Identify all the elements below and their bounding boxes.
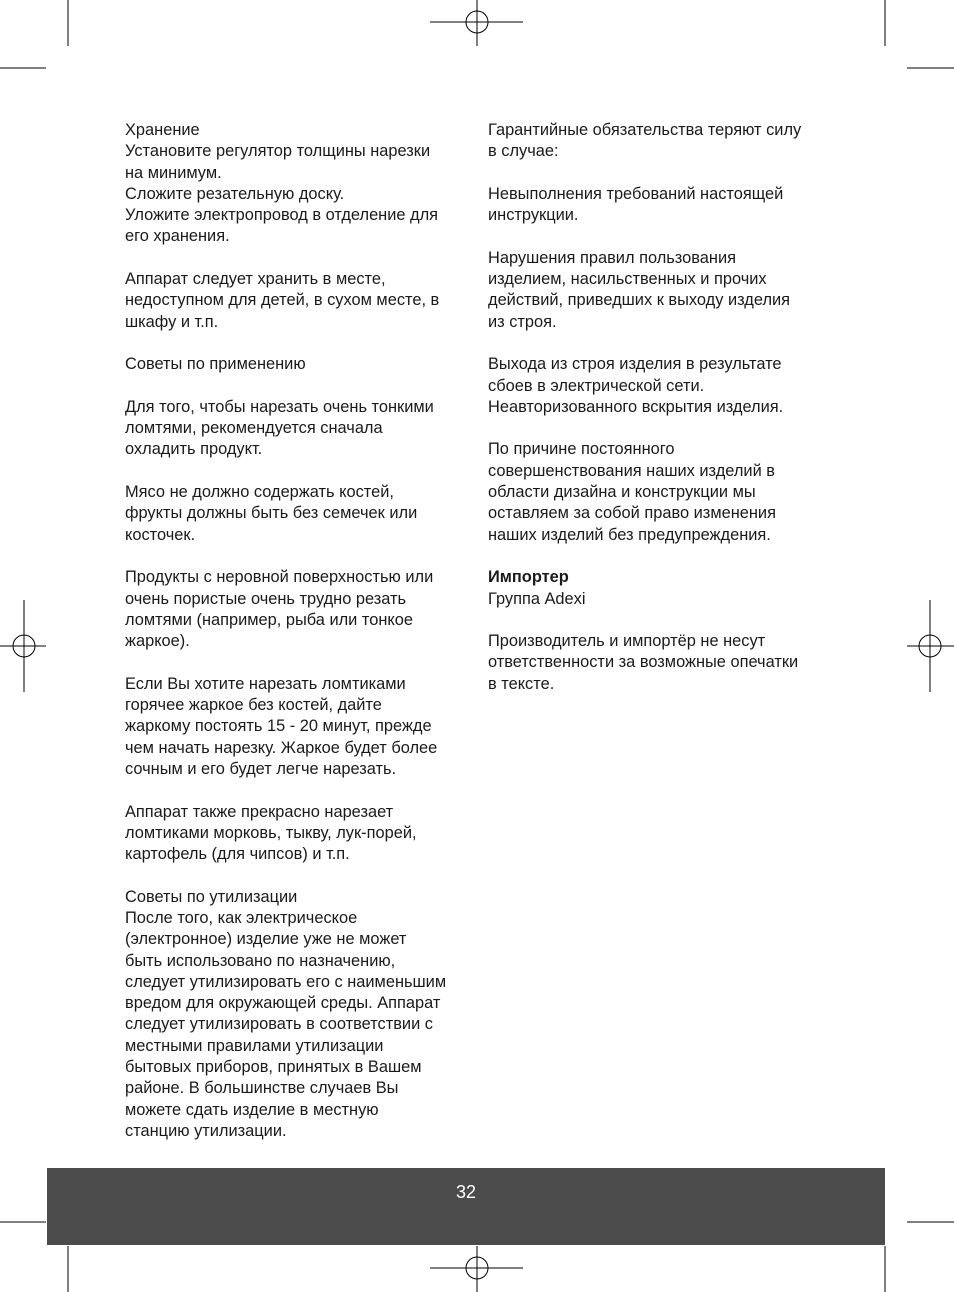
paragraph-gap: [125, 652, 470, 673]
text-line: жаркому постоять 15 - 20 минут, прежде: [125, 717, 432, 736]
paragraph-gap: [488, 546, 833, 567]
paragraph-gap: [125, 461, 470, 482]
text-line: картофель (для чипсов) и т.п.: [125, 845, 350, 864]
text-line: сочным и его будет легче нарезать.: [125, 759, 397, 778]
paragraph-gap: [125, 865, 470, 886]
text-line: действий, приведших к выходу изделия: [488, 291, 791, 310]
paragraph-gap: [125, 376, 470, 397]
text-line: жаркое).: [125, 632, 190, 651]
left-text-column: [125, 120, 470, 1142]
text-line: области дизайна и конструкции мы: [488, 483, 756, 502]
text-line: быть использовано по назначению,: [125, 951, 396, 970]
text-line: Если Вы хотите нарезать ломтиками: [125, 674, 406, 693]
text-line: Неавторизованного вскрытия изделия.: [488, 397, 784, 416]
text-line: Группа Adexi: [488, 589, 586, 608]
text-line: По причине постоянного: [488, 440, 675, 459]
text-line: Установите регулятор толщины нарезки: [125, 142, 431, 161]
heading-usage-tips: Советы по применению: [125, 355, 306, 374]
paragraph-gap: [125, 248, 470, 269]
text-line: (электронное) изделие уже не может: [125, 930, 407, 949]
text-line: в случае:: [488, 142, 559, 161]
paragraph-gap: [125, 333, 470, 354]
text-line: совершенствования наших изделий в: [488, 461, 775, 480]
paragraph-gap: [125, 546, 470, 567]
text-line: наших изделий без предупреждения.: [488, 525, 771, 544]
text-line: Нарушения правил пользования: [488, 248, 736, 267]
text-line: Аппарат следует хранить в месте,: [125, 270, 386, 289]
text-line: оставляем за собой право изменения: [488, 504, 776, 523]
text-line: станцию утилизации.: [125, 1121, 287, 1140]
text-line: Уложите электропровод в отделение для: [125, 206, 439, 225]
paragraph-gap: [488, 163, 833, 184]
text-line: недоступном для детей, в сухом месте, в: [125, 291, 440, 310]
text-line: ломтиками морковь, тыкву, лук-порей,: [125, 823, 417, 842]
text-line: вредом для окружающей среды. Аппарат: [125, 994, 441, 1013]
text-line: очень пористые очень трудно резать: [125, 589, 407, 608]
text-line: Аппарат также прекрасно нарезает: [125, 802, 394, 821]
text-line: Для того, чтобы нарезать очень тонкими: [125, 397, 434, 416]
text-line: можете сдать изделие в местную: [125, 1100, 379, 1119]
text-line: косточек.: [125, 525, 196, 544]
text-line: охладить продукт.: [125, 440, 263, 459]
text-line: его хранения.: [125, 227, 230, 246]
text-line: ответственности за возможные опечатки: [488, 653, 799, 672]
heading-disposal-tips: Советы по утилизации: [125, 887, 298, 906]
text-line: районе. В большинстве случаев Вы: [125, 1079, 399, 1098]
text-line: Производитель и импортёр не несут: [488, 632, 766, 651]
paragraph-gap: [125, 780, 470, 801]
text-line: шкафу и т.п.: [125, 312, 219, 331]
text-line: из строя.: [488, 312, 557, 331]
text-line: Продукты с неровной поверхностью или: [125, 568, 434, 587]
text-line: ломтями, рекомендуется сначала: [125, 419, 383, 438]
text-line: бытовых приборов, принятых в Вашем: [125, 1058, 422, 1077]
text-line: следует утилизировать его с наименьшим: [125, 972, 447, 991]
text-line: чем начать нарезку. Жаркое будет более: [125, 738, 438, 757]
text-line: в тексте.: [488, 674, 555, 693]
text-line: Гарантийные обязательства теряют силу: [488, 121, 802, 139]
right-text-column: [488, 120, 833, 695]
text-line: Мясо не должно содержать костей,: [125, 483, 394, 502]
text-line: сбоев в электрической сети.: [488, 376, 705, 395]
text-line: местными правилами утилизации: [125, 1036, 384, 1055]
text-line: Невыполнения требований настоящей: [488, 184, 784, 203]
paragraph-gap: [488, 610, 833, 631]
footer-bar: [47, 1168, 885, 1245]
heading-storage: Хранение: [125, 121, 200, 139]
text-line: следует утилизировать в соответствии с: [125, 1015, 433, 1034]
paragraph-gap: [488, 418, 833, 439]
heading-importer: Импортер: [488, 568, 569, 587]
text-line: на минимум.: [125, 163, 222, 182]
text-line: фрукты должны быть без семечек или: [125, 504, 418, 523]
text-line: Выхода из строя изделия в результате: [488, 355, 782, 374]
text-line: После того, как электрическое: [125, 908, 358, 927]
text-line: инструкции.: [488, 206, 579, 225]
paragraph-gap: [488, 226, 833, 247]
text-line: ломтями (например, рыба или тонкое: [125, 610, 413, 629]
text-line: Сложите резательную доску.: [125, 184, 345, 203]
text-line: изделием, насильственных и прочих: [488, 270, 767, 289]
text-line: горячее жаркое без костей, дайте: [125, 696, 382, 715]
page-number: 32: [455, 1182, 477, 1202]
paragraph-gap: [488, 333, 833, 354]
